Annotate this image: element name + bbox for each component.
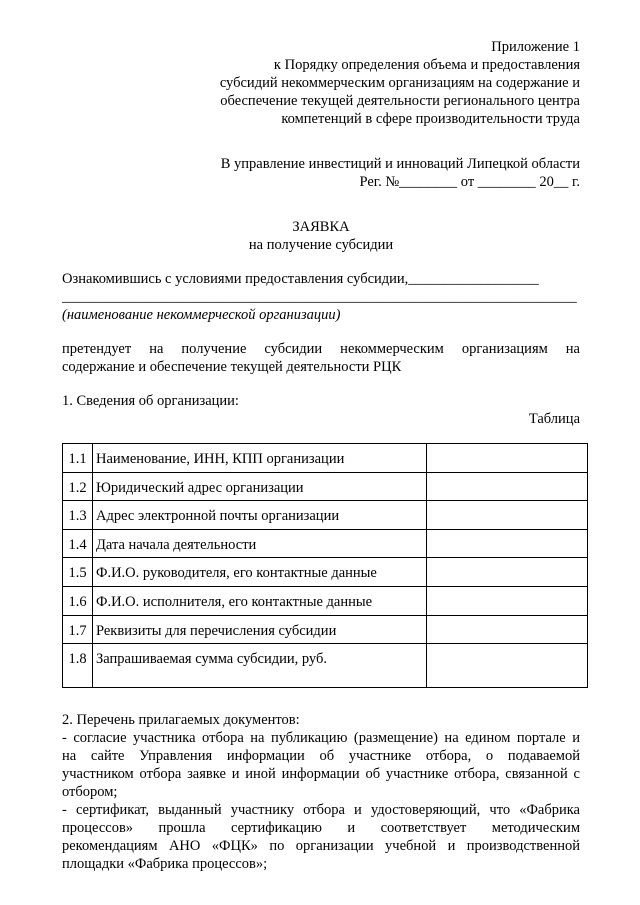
doc-item-line: на сайте Управления информации об участнике отбора, о подаваемой [62, 748, 580, 764]
doc-item-line: отбором; [62, 784, 118, 800]
addressee-to: В управление инвестиций и инноваций Липецкой области [220, 156, 580, 172]
row-label: Ф.И.О. исполнителя, его контактные данные [93, 586, 427, 615]
row-label: Запрашиваемая сумма субсидии, руб. [93, 644, 427, 688]
table-label: Таблица [528, 411, 580, 427]
appendix-line: к Порядку определения объема и предоставления [273, 57, 580, 73]
claim-line: претендует на получение субсидии некоммерческим организациям на [62, 341, 580, 357]
row-label: Адрес электронной почты организации [93, 501, 427, 530]
row-value-cell[interactable] [427, 529, 588, 558]
intro [62, 270, 580, 324]
intro-line: Ознакомившись с условиями предоставления субсидии,__________________ [62, 271, 539, 287]
row-number: 1.7 [63, 615, 93, 644]
table-row [63, 644, 588, 688]
table-row [63, 444, 588, 473]
organization-info-table [62, 443, 588, 688]
row-value-cell[interactable] [427, 558, 588, 587]
table-row [63, 501, 588, 530]
table-row [63, 472, 588, 501]
row-value-cell[interactable] [427, 472, 588, 501]
row-label: Ф.И.О. руководителя, его контактные данные [93, 558, 427, 587]
registration-line: Рег. №________ от ________ 20__ г. [359, 174, 580, 190]
appendix-line: обеспечение текущей деятельности регионального центра [220, 93, 580, 109]
appendix-line: субсидий некоммерческим организациям на содержание и [219, 75, 580, 91]
row-number: 1.5 [63, 558, 93, 587]
addressee [62, 155, 580, 191]
doc-item-line: площадки «Фабрика процессов»; [62, 856, 268, 872]
doc-item-line: рекомендациям АНО «ФЦК» по организации учебной и производственной [62, 838, 580, 854]
row-number: 1.6 [63, 586, 93, 615]
claim-line: содержание и обеспечение текущей деятельности РЦК [62, 359, 402, 375]
row-label: Юридический адрес организации [93, 472, 427, 501]
document-title [62, 218, 580, 254]
section-2-heading: 2. Перечень прилагаемых документов: [62, 712, 300, 728]
attached-documents [62, 711, 580, 873]
row-number: 1.3 [63, 501, 93, 530]
org-name-caption: (наименование некоммерческой организации) [62, 307, 341, 323]
title-main: ЗАЯВКА [292, 219, 350, 235]
table-row [63, 558, 588, 587]
row-number: 1.8 [63, 644, 93, 688]
row-number: 1.4 [63, 529, 93, 558]
intro-blank-line: _______________________________________________________________________ [62, 289, 577, 305]
row-value-cell[interactable] [427, 615, 588, 644]
appendix-line: компетенций в сфере производительности труда [281, 111, 580, 127]
row-label: Реквизиты для перечисления субсидии [93, 615, 427, 644]
doc-item-line: - согласие участника отбора на публикацию (размещение) на едином портале и [62, 730, 580, 746]
table-row [63, 615, 588, 644]
row-value-cell[interactable] [427, 644, 588, 688]
title-sub: на получение субсидии [248, 237, 394, 253]
row-value-cell[interactable] [427, 501, 588, 530]
section-1-heading: 1. Сведения об организации: [62, 393, 239, 409]
table-row [63, 586, 588, 615]
doc-item-line: процессов» прошла сертификацию и соответствует методическим [62, 820, 580, 836]
doc-item-line: - сертификат, выданный участнику отбора и удостоверяющий, что «Фабрика [62, 802, 580, 818]
claim-paragraph [62, 340, 580, 376]
table-row [63, 529, 588, 558]
row-value-cell[interactable] [427, 444, 588, 473]
row-value-cell[interactable] [427, 586, 588, 615]
row-label: Наименование, ИНН, КПП организации [93, 444, 427, 473]
row-label: Дата начала деятельности [93, 529, 427, 558]
appendix-header [62, 38, 580, 128]
doc-item-line: участником отбора заявке и иной информации об участнике отбора, связанной с [62, 766, 580, 782]
row-number: 1.1 [63, 444, 93, 473]
appendix-title: Приложение 1 [491, 39, 580, 55]
row-number: 1.2 [63, 472, 93, 501]
